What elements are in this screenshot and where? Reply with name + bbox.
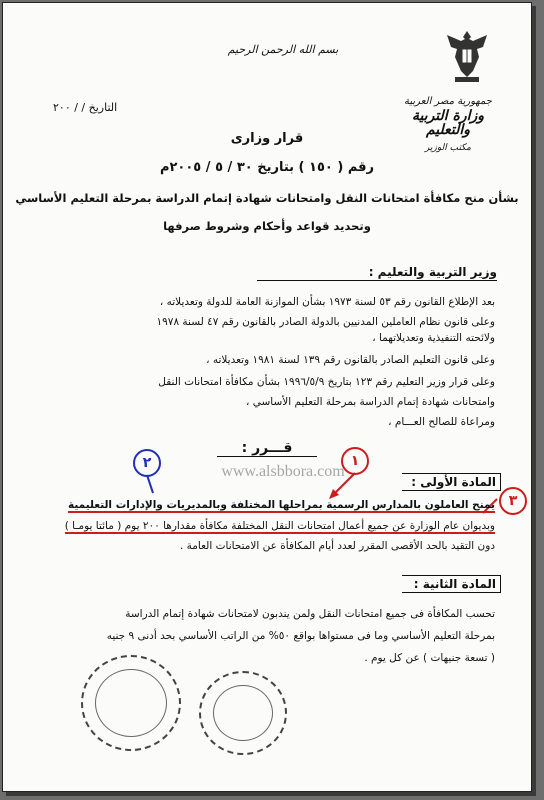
article1-heading: المادة الأولى : [402, 473, 501, 491]
article2-line: بمرحلة التعليم الأساسي وما فى مستواها بواقع ٥٠% من الراتب الأساسي بحد أدنى ٩ جنيه [106, 630, 495, 642]
annotation-two: ٢ [133, 449, 161, 477]
preamble-line: وعلى قانون نظام العاملين المدنيين بالدولة الصادر بالقانون رقم ٤٧ لسنة ١٩٧٨ [156, 316, 495, 328]
annotation-arrows [3, 3, 531, 791]
preamble-line: وعلى قانون التعليم الصادر بالقانون رقم ١٣٩ لسنة ١٩٨١ وتعديلاته ، [206, 354, 495, 366]
decided-heading: قـــرر : [217, 440, 317, 457]
minister-heading: وزير التربية والتعليم : [257, 265, 497, 281]
article1-line [35, 498, 495, 512]
document-page [2, 2, 532, 792]
decree-number: رقم ( ١٥٠ ) بتاريخ ٣٠ / ٥ / ٢٠٠٥م [159, 160, 375, 175]
article1-line [35, 519, 495, 533]
article1-line-text: وبديوان عام الوزارة عن جميع أعمال امتحانات النقل المختلفة مكافأة مقدارها ٢٠٠ يوم ( مائتا يومـا ) [64, 520, 495, 532]
date-line: التاريخ / / ٢٠٠ [53, 101, 118, 114]
article2-heading: المادة الثانية : [402, 575, 501, 593]
article2-line: تحسب المكافأة فى جميع امتحانات النقل ولمن يندبون لامتحانات شهادة إتمام الدراسة [125, 608, 495, 620]
article1-line-text: يمنح العاملون بالمدارس الرسمية بمراحلها المختلفة وبالمديريات والإدارات التعليمية [68, 499, 495, 511]
annotation-three: ٣ [499, 487, 527, 515]
ministry-country: جمهورية مصر العربية [404, 96, 492, 107]
preamble-line: بعد الإطلاع القانون رقم ٥٣ لسنة ١٩٧٣ بشأن الموازنة العامة للدولة وتعديلاته ، [159, 296, 495, 308]
preamble-line: ولائحته التنفيذية وتعديلاتهما ، [372, 332, 495, 344]
decree-title: قرار وزارى [230, 131, 304, 146]
official-seal-right [199, 671, 287, 755]
preamble-line: ومراعاة للصالح العـــام ، [388, 416, 495, 428]
watermark: www.alsbbora.com [221, 463, 345, 480]
annotation-one: ١ [341, 447, 369, 475]
ministry-office: مكتب الوزير [425, 143, 471, 153]
article1-line: دون التقيد بالحد الأقصى المقرر لعدد أيام المكافأة عن الامتحانات العامة . [179, 540, 495, 552]
basmala: بسم الله الرحمن الرحيم [227, 43, 339, 56]
ministry-name: وزارة التربية والتعليم [411, 108, 485, 138]
preamble-line: وعلى قرار وزير التعليم رقم ١٢٣ بتاريخ ١٩٩٦/٥/٩ بشأن مكافأة امتحانات النقل [158, 376, 495, 388]
article2-line: ( تسعة جنيهات ) عن كل يوم . [364, 652, 495, 664]
decree-subject-line1: بشأن منح مكافأة امتحانات النقل وامتحانات شهادة إتمام الدراسة بمرحلة التعليم الأساسي [15, 191, 519, 205]
preamble-line: وامتحانات شهادة إتمام الدراسة بمرحلة التعليم الأساسي ، [245, 396, 495, 408]
decree-subject-line2: وتحديد قواعد وأحكام وشروط صرفها [163, 219, 371, 233]
official-seal-left [81, 655, 181, 751]
